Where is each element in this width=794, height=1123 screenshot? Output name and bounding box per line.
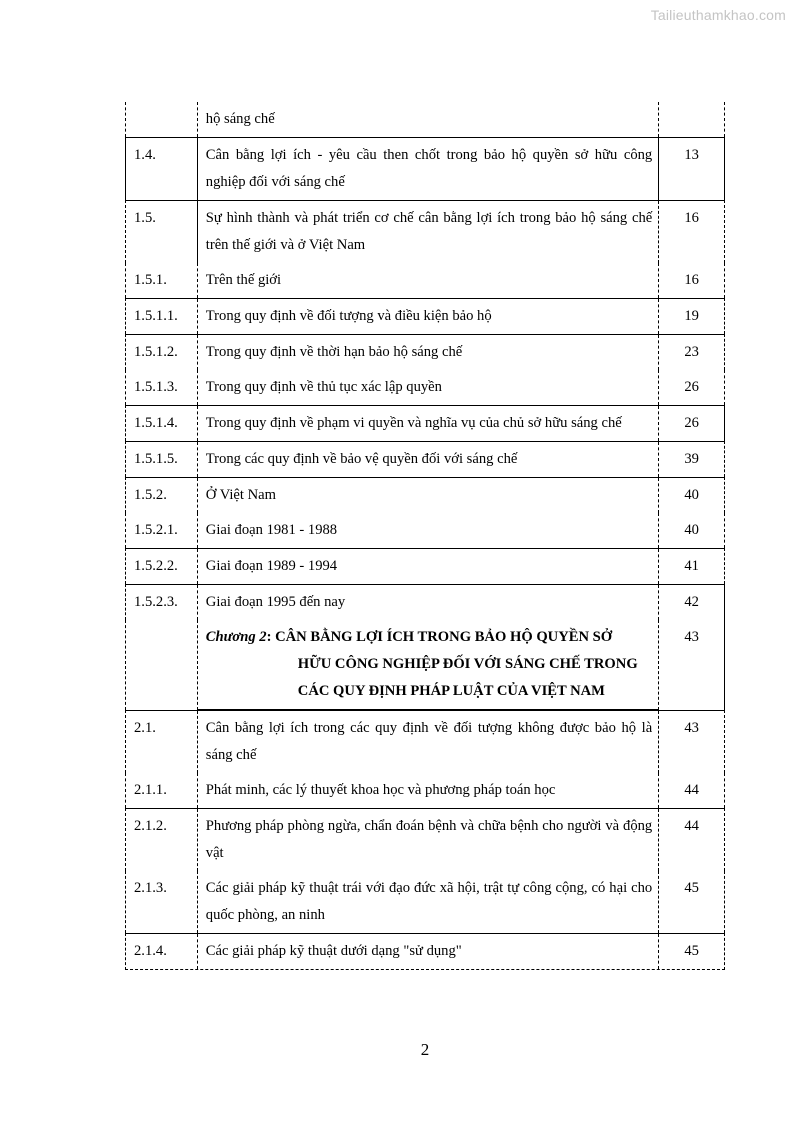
toc-number: 1.5.2.2. — [134, 558, 178, 574]
toc-row — [125, 773, 725, 808]
toc-title: Phương pháp phòng ngừa, chẩn đoán bệnh và chữa bệnh cho người và động vật — [197, 809, 659, 871]
toc-row — [125, 298, 725, 334]
toc-page — [659, 102, 724, 137]
toc-title: Ở Việt Nam — [197, 478, 659, 513]
toc-number — [126, 620, 197, 710]
toc-page: 13 — [684, 147, 699, 163]
toc-number: 1.5.1.5. — [134, 451, 178, 467]
toc-title: Trong quy định về thời hạn bảo hộ sáng chế — [197, 335, 659, 370]
toc-title: Trong quy định về phạm vi quyền và nghĩa vụ của chủ sở hữu sáng chế — [197, 406, 659, 441]
toc-row — [125, 710, 725, 773]
toc-number: 2.1. — [134, 720, 156, 736]
toc-number: 1.5. — [134, 210, 156, 226]
chapter-label: Chương 2 — [205, 629, 267, 645]
toc-title: Giai đoạn 1989 - 1994 — [197, 549, 659, 584]
toc-title: hộ sáng chế — [197, 102, 659, 137]
toc-row — [125, 477, 725, 513]
toc-page: 43 — [684, 720, 699, 736]
toc-number: 2.1.2. — [134, 818, 167, 834]
toc-title: Các giải pháp kỹ thuật trái với đạo đức xã hội, trật tự công cộng, có hại cho quốc phòng, an ninh — [197, 871, 659, 933]
toc-row — [125, 334, 725, 370]
toc-number — [126, 102, 197, 137]
chapter-heading-row — [125, 620, 725, 710]
toc-page: 45 — [684, 880, 699, 896]
toc-row — [125, 808, 725, 871]
toc-row — [125, 513, 725, 548]
chapter-title-rest: HỮU CÔNG NGHIỆP ĐỐI VỚI SÁNG CHẾ TRONG CÁC QUY ĐỊNH PHÁP LUẬT CỦA VIỆT NAM — [297, 656, 638, 699]
toc-title: Trên thế giới — [197, 263, 659, 298]
toc-row — [125, 548, 725, 584]
toc-row — [125, 441, 725, 477]
chapter-title-line1: : CÂN BẰNG LỢI ÍCH TRONG BẢO HỘ QUYỀN SỞ — [266, 629, 613, 645]
toc-title: Các giải pháp kỹ thuật dưới dạng "sử dụng" — [197, 934, 659, 969]
page-number: 2 — [420, 1040, 430, 1059]
toc-row — [125, 584, 725, 620]
toc-page: 44 — [684, 782, 699, 798]
toc-page: 40 — [684, 487, 699, 503]
table-of-contents — [125, 102, 725, 970]
toc-page: 42 — [684, 594, 699, 610]
toc-row — [125, 933, 725, 970]
toc-number: 1.5.1. — [134, 272, 167, 288]
toc-number: 1.5.1.1. — [134, 308, 178, 324]
chapter-title — [197, 620, 659, 710]
toc-number: 2.1.3. — [134, 880, 167, 896]
toc-row — [125, 370, 725, 405]
toc-number: 1.5.1.2. — [134, 344, 178, 360]
toc-number: 1.5.1.4. — [134, 415, 178, 431]
toc-number: 2.1.1. — [134, 782, 167, 798]
toc-title: Cân bằng lợi ích - yêu cầu then chốt trong bảo hộ quyền sở hữu công nghiệp đối với sáng chế — [197, 138, 659, 200]
toc-page: 23 — [684, 344, 699, 360]
toc-page: 39 — [684, 451, 699, 467]
toc-row — [125, 871, 725, 933]
toc-title: Giai đoạn 1995 đến nay — [197, 585, 659, 620]
toc-title: Giai đoạn 1981 - 1988 — [197, 513, 659, 548]
toc-number: 1.5.1.3. — [134, 379, 178, 395]
toc-number: 1.4. — [134, 147, 156, 163]
toc-page: 40 — [684, 522, 699, 538]
toc-page: 26 — [684, 379, 699, 395]
toc-number: 1.5.2.3. — [134, 594, 178, 610]
toc-title: Phát minh, các lý thuyết khoa học và phương pháp toán học — [197, 773, 659, 808]
toc-number: 1.5.2.1. — [134, 522, 178, 538]
toc-row — [125, 405, 725, 441]
toc-page: 41 — [684, 558, 699, 574]
watermark: Tailieuthamkhao.com — [650, 7, 786, 23]
toc-title: Trong các quy định về bảo vệ quyền đối với sáng chế — [197, 442, 659, 477]
toc-page: 16 — [684, 210, 699, 226]
toc-page: 44 — [684, 818, 699, 834]
toc-row — [125, 200, 725, 263]
toc-page: 16 — [684, 272, 699, 288]
toc-row — [125, 137, 725, 200]
toc-number: 2.1.4. — [134, 943, 167, 959]
toc-page: 45 — [684, 943, 699, 959]
toc-title: Cân bằng lợi ích trong các quy định về đối tượng không được bảo hộ là sáng chế — [197, 711, 659, 773]
toc-page: 26 — [684, 415, 699, 431]
toc-number: 1.5.2. — [134, 487, 167, 503]
toc-row — [125, 102, 725, 137]
toc-title: Sự hình thành và phát triển cơ chế cân bằng lợi ích trong bảo hộ sáng chế trên thế giới và ở Việt Nam — [197, 201, 659, 263]
toc-page: 43 — [684, 629, 699, 645]
toc-title: Trong quy định về đối tượng và điều kiện bảo hộ — [197, 299, 659, 334]
toc-page: 19 — [684, 308, 699, 324]
toc-row — [125, 263, 725, 298]
toc-title: Trong quy định về thủ tục xác lập quyền — [197, 370, 659, 405]
